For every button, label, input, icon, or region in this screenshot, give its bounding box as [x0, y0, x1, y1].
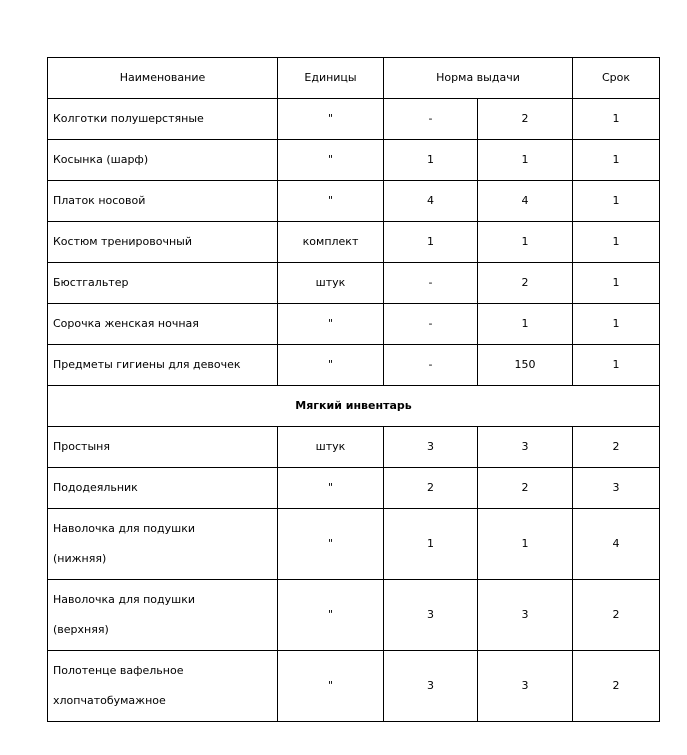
item-unit: " [278, 651, 384, 722]
item-term: 1 [573, 181, 660, 222]
item-unit: " [278, 140, 384, 181]
header-norm: Норма выдачи [384, 58, 573, 99]
item-term: 1 [573, 345, 660, 386]
header-units: Единицы [278, 58, 384, 99]
table-row [48, 427, 660, 468]
item-norm-1: 3 [384, 427, 478, 468]
item-name-line-1: Наволочка для подушки [53, 593, 196, 606]
item-norm-2: 1 [478, 304, 573, 345]
table-row [48, 181, 660, 222]
table-row [48, 263, 660, 304]
item-norm-2: 3 [478, 427, 573, 468]
table-header-row [48, 58, 660, 99]
item-unit: " [278, 304, 384, 345]
item-term: 2 [573, 427, 660, 468]
item-name: Предметы гигиены для девочек [48, 345, 278, 386]
item-unit: штук [278, 427, 384, 468]
header-term: Срок [573, 58, 660, 99]
item-name [48, 580, 278, 651]
table-row [48, 580, 660, 651]
item-name: Косынка (шарф) [48, 140, 278, 181]
item-norm-1: - [384, 345, 478, 386]
header-name: Наименование [48, 58, 278, 99]
item-norm-1: - [384, 304, 478, 345]
item-norm-1: 3 [384, 651, 478, 722]
item-name [48, 651, 278, 722]
item-name: Платок носовой [48, 181, 278, 222]
item-term: 2 [573, 651, 660, 722]
item-name-line-2: хлопчатобумажное [53, 694, 166, 707]
table-row [48, 509, 660, 580]
table-row [48, 222, 660, 263]
item-norm-1: 1 [384, 140, 478, 181]
item-unit: " [278, 509, 384, 580]
item-term: 4 [573, 509, 660, 580]
item-norm-2: 1 [478, 509, 573, 580]
item-name: Колготки полушерстяные [48, 99, 278, 140]
item-term: 2 [573, 580, 660, 651]
item-unit: " [278, 181, 384, 222]
item-unit: комплект [278, 222, 384, 263]
item-norm-2: 3 [478, 580, 573, 651]
item-name: Сорочка женская ночная [48, 304, 278, 345]
item-unit: штук [278, 263, 384, 304]
item-unit: " [278, 345, 384, 386]
item-norm-2: 1 [478, 140, 573, 181]
item-name-line-1: Полотенце вафельное [53, 664, 184, 677]
item-norm-2: 3 [478, 651, 573, 722]
table-row [48, 140, 660, 181]
item-norm-1: - [384, 99, 478, 140]
item-unit: " [278, 99, 384, 140]
item-norm-1: 3 [384, 580, 478, 651]
item-norm-1: 1 [384, 509, 478, 580]
table-row [48, 468, 660, 509]
item-norm-1: 2 [384, 468, 478, 509]
item-name: Простыня [48, 427, 278, 468]
item-norm-2: 4 [478, 181, 573, 222]
table-row [48, 304, 660, 345]
item-name: Пододеяльник [48, 468, 278, 509]
item-norm-1: - [384, 263, 478, 304]
item-term: 1 [573, 140, 660, 181]
item-norm-1: 4 [384, 181, 478, 222]
item-term: 1 [573, 304, 660, 345]
item-term: 1 [573, 263, 660, 304]
item-name-line-1: Наволочка для подушки [53, 522, 196, 535]
table-row [48, 345, 660, 386]
item-norm-2: 2 [478, 263, 573, 304]
item-norm-1: 1 [384, 222, 478, 263]
section-title: Мягкий инвентарь [48, 386, 660, 427]
item-unit: " [278, 468, 384, 509]
item-name [48, 509, 278, 580]
item-norm-2: 2 [478, 99, 573, 140]
item-term: 3 [573, 468, 660, 509]
item-name-line-2: (нижняя) [53, 552, 107, 565]
norms-table [47, 57, 660, 722]
item-norm-2: 2 [478, 468, 573, 509]
item-term: 1 [573, 99, 660, 140]
item-unit: " [278, 580, 384, 651]
item-term: 1 [573, 222, 660, 263]
item-name: Костюм тренировочный [48, 222, 278, 263]
section-row [48, 386, 660, 427]
table-row [48, 99, 660, 140]
item-norm-2: 150 [478, 345, 573, 386]
item-norm-2: 1 [478, 222, 573, 263]
item-name-line-2: (верхняя) [53, 623, 109, 636]
item-name: Бюстгальтер [48, 263, 278, 304]
table-row [48, 651, 660, 722]
